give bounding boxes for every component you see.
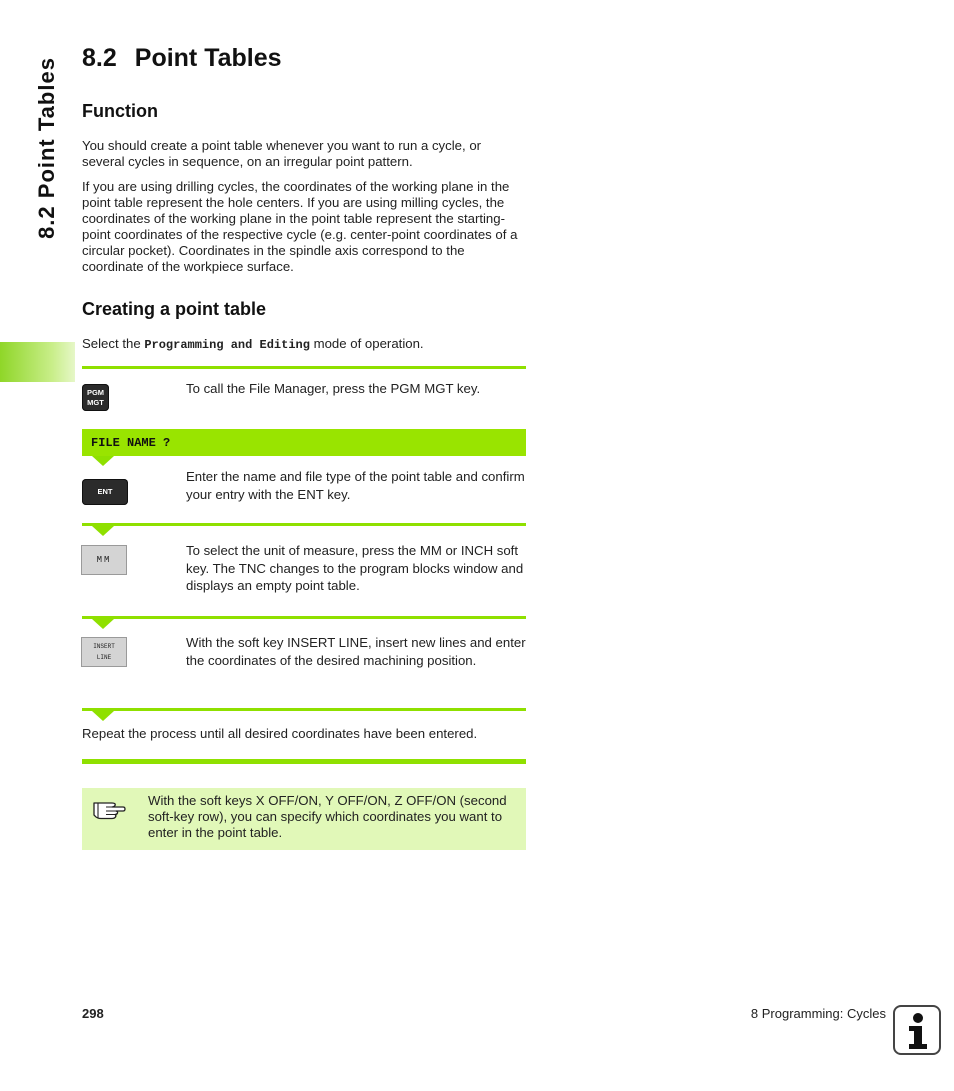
pointing-hand-icon bbox=[92, 796, 126, 825]
page-number: 298 bbox=[82, 1006, 104, 1021]
step-divider bbox=[82, 523, 526, 526]
pgm-mgt-key[interactable]: PGM MGT bbox=[82, 384, 109, 411]
select-mode-instruction: Select the Programming and Editing mode of operation. bbox=[82, 336, 424, 352]
section-end-divider bbox=[82, 759, 526, 764]
note-box bbox=[82, 788, 526, 850]
mm-soft-key[interactable]: MM bbox=[81, 545, 127, 575]
function-heading: Function bbox=[82, 101, 158, 121]
info-icon bbox=[893, 1005, 941, 1055]
ent-key[interactable]: ENT bbox=[82, 479, 128, 505]
side-running-title: 8.2 Point Tables bbox=[34, 56, 60, 239]
step-divider bbox=[82, 708, 526, 711]
section-number: 8.2 bbox=[82, 44, 117, 72]
step-divider bbox=[82, 366, 526, 369]
page-title bbox=[82, 44, 282, 73]
step-arrow bbox=[92, 619, 114, 629]
section-title: Point Tables bbox=[134, 44, 282, 72]
function-paragraph-2: If you are using drilling cycles, the coordinates of the working plane in the point table represent the hole centers. If you are using milling cycles, the coordinates of the working plane in the point table represent the starting-point coordinates of the respective cycle (e.g. center-point coordinates of a circular pocket). Coordinates in the spindle axis correspond to the coordinate of the workpiece surface. bbox=[82, 179, 518, 274]
step-arrow bbox=[92, 456, 114, 466]
function-paragraph-1: You should create a point table whenever you want to run a cycle, or several cycles in sequence, on an irregular point pattern. bbox=[82, 138, 482, 169]
chapter-thumb-tab bbox=[0, 342, 75, 382]
step-1-text: To call the File Manager, press the PGM MGT key. bbox=[186, 381, 481, 396]
chapter-name: 8 Programming: Cycles bbox=[750, 1006, 886, 1021]
file-name-prompt: FILE NAME ? bbox=[82, 429, 526, 456]
step-3-text: To select the unit of measure, press the MM or INCH soft key. The TNC changes to the program blocks window and displays an empty point table. bbox=[186, 543, 524, 593]
insert-line-soft-key[interactable]: INSERT LINE bbox=[81, 637, 127, 667]
step-2-text: Enter the name and file type of the point table and confirm your entry with the ENT key. bbox=[186, 469, 525, 502]
step-arrow bbox=[92, 526, 114, 536]
step-divider bbox=[82, 616, 526, 619]
step-arrow bbox=[92, 711, 114, 721]
repeat-instruction: Repeat the process until all desired coordinates have been entered. bbox=[82, 726, 478, 741]
step-4-text: With the soft key INSERT LINE, insert new lines and enter the coordinates of the desired machining position. bbox=[186, 635, 526, 668]
creating-heading: Creating a point table bbox=[82, 299, 267, 319]
note-text: With the soft keys X OFF/ON, Y OFF/ON, Z OFF/ON (second soft-key row), you can specify which coordinates you want to enter in the point table. bbox=[148, 793, 507, 840]
mode-name: Programming and Editing bbox=[144, 338, 310, 352]
